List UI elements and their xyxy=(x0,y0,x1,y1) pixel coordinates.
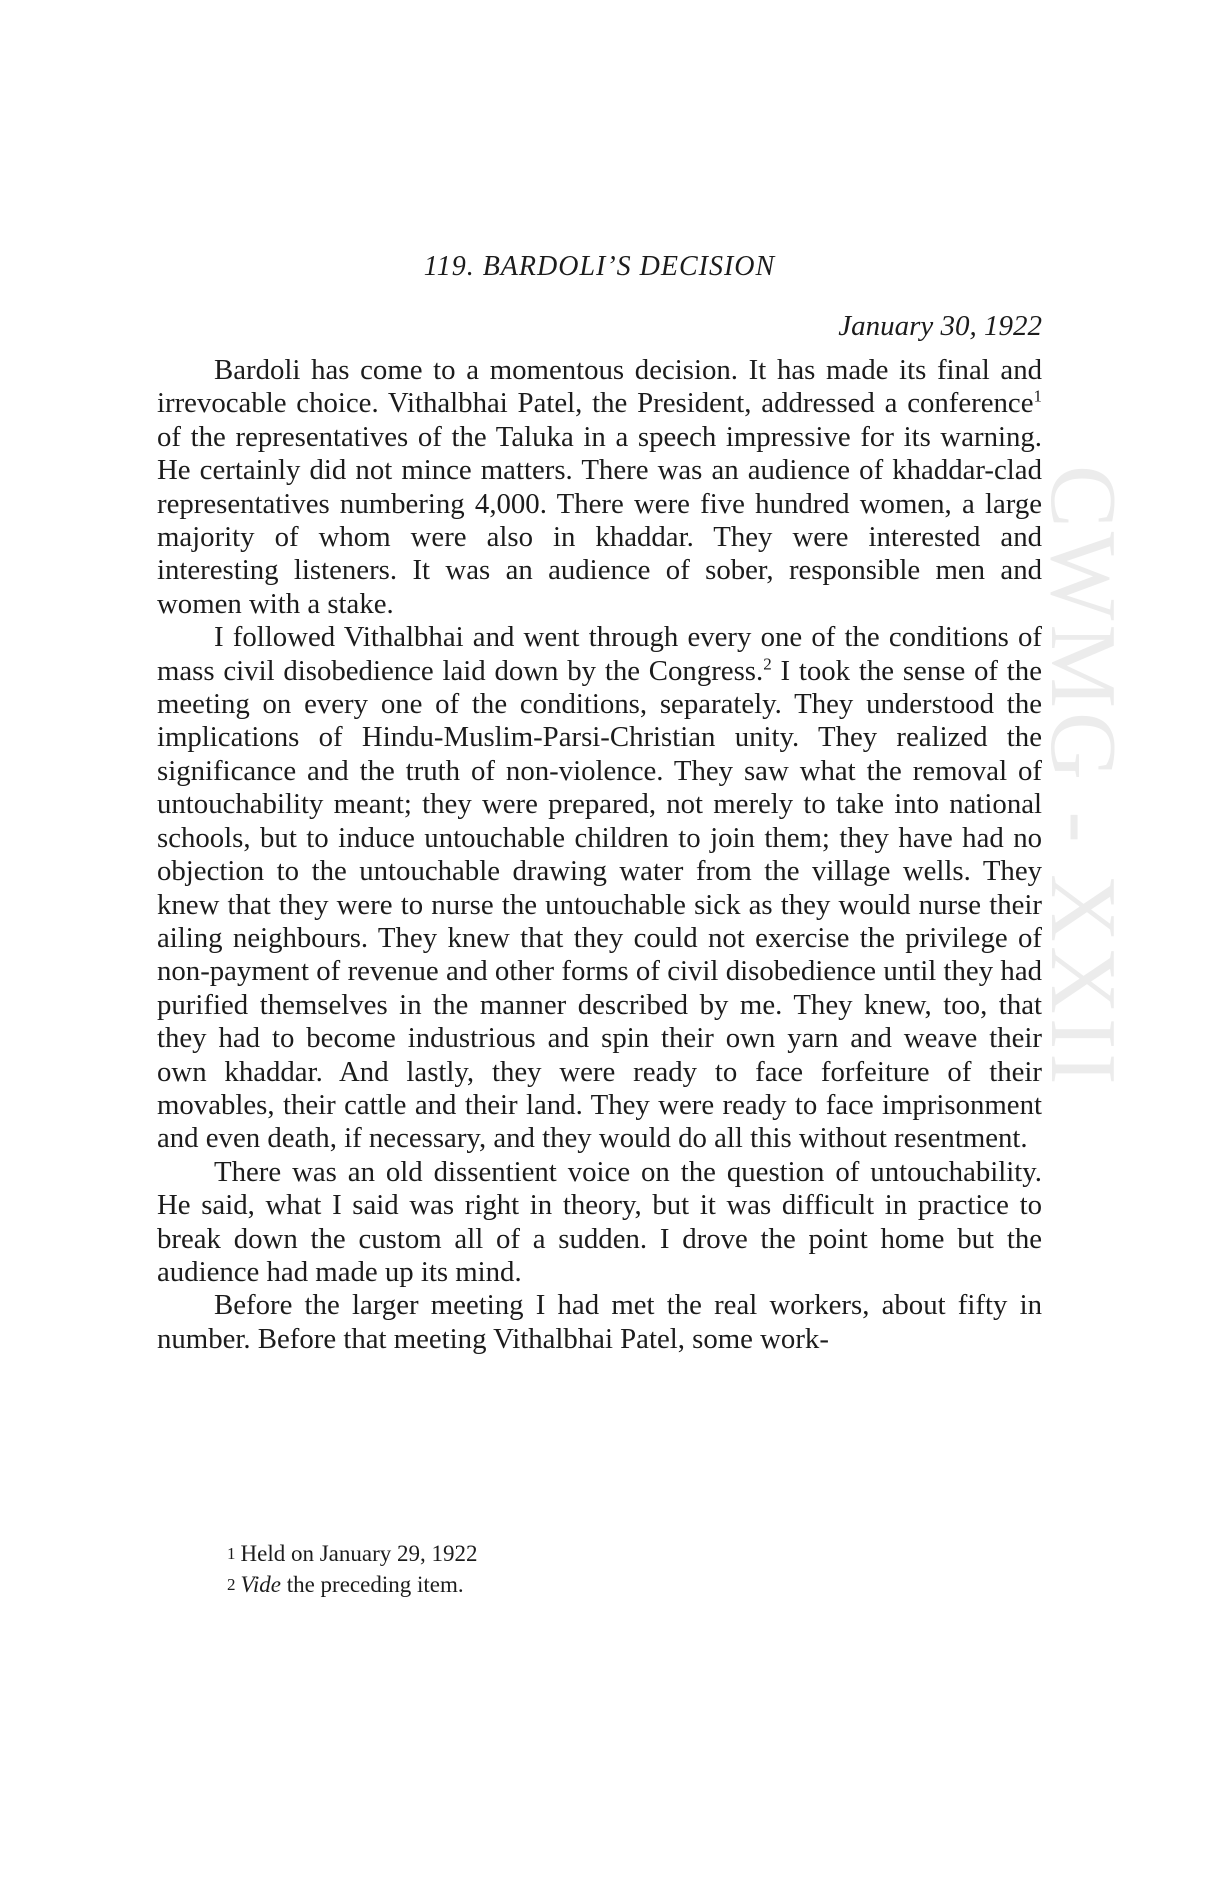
footnote-2-text: the preceding item. xyxy=(280,1572,464,1597)
paragraph-2 xyxy=(157,621,1042,1156)
page-title: 119. BARDOLI’S DECISION xyxy=(423,251,776,282)
footnote-2-number: 2 xyxy=(227,1575,236,1594)
footnote-ref-2: 2 xyxy=(763,654,772,674)
paragraph-1-text-a: Bardoli has come to a momentous decision. It has made its final and irrevocable choice. Vithalbhai Patel, the President, addressed a conference xyxy=(157,354,1042,420)
document-page xyxy=(157,248,1042,1356)
letter-date: January 30, 1922 xyxy=(838,310,1042,342)
paragraph-2-text-a: I followed Vithalbhai and went through every one of the conditions of mass civil disobedience laid down by the Congress. xyxy=(157,621,1042,687)
footnote-1-number: 1 xyxy=(227,1544,236,1563)
footnote-1 xyxy=(227,1538,927,1569)
paragraph-3: There was an old dissentient voice on the question of untouchability. He said, what I said was right in theory, but it was difficult in practice to break down the custom all of a sudden. I drove the point home but the audience had made up its mind. xyxy=(157,1155,1042,1288)
paragraph-1-text-b: of the representatives of the Taluka in a speech impressive for its warning. He certainly did not mince matters. There was an audience of khaddar-clad representatives numbering 4,000. There were five hundred women, a large majority of whom were also in khaddar. They were interested and interesting listeners. It was an audience of sober, responsible men and women with a stake. xyxy=(157,420,1042,620)
footnote-2 xyxy=(227,1569,927,1600)
footnotes xyxy=(227,1538,927,1600)
paragraph-1 xyxy=(157,354,1042,621)
paragraph-2-text-b: I took the sense of the meeting on every one of the conditions, separately. They understood the implications of Hindu-Muslim-Parsi-Christian unity. They realized the significance and the truth of non-violence. They saw what the removal of untouchability meant; they were prepared, not merely to take into national schools, but to induce untouchable children to join them; they have had no objection to the untouchable drawing water from the village wells. They knew that they were to nurse the untouchable sick as they would nurse their ailing neighbours. They knew that they could not exercise the privilege of non-payment of revenue and other forms of civil disobedience until they had purified themselves in the manner described by me. They knew, too, that they had to become industrious and spin their own yarn and weave their own khaddar. And lastly, they were ready to face forfeiture of their movables, their cattle and their land. They were ready to face imprisonment and even death, if necessary, and they would do all this without resentment. xyxy=(157,654,1042,1155)
paragraph-4: Before the larger meeting I had met the real workers, about fifty in number. Before that meeting Vithalbhai Patel, some work- xyxy=(157,1289,1042,1355)
footnote-ref-1: 1 xyxy=(1033,386,1042,406)
body-text xyxy=(157,354,1042,1356)
footnote-1-text: Held on January 29, 1922 xyxy=(240,1541,478,1566)
footnote-2-italic: Vide xyxy=(240,1572,281,1597)
watermark-text: CWMG - XXII xyxy=(1031,465,1135,1089)
